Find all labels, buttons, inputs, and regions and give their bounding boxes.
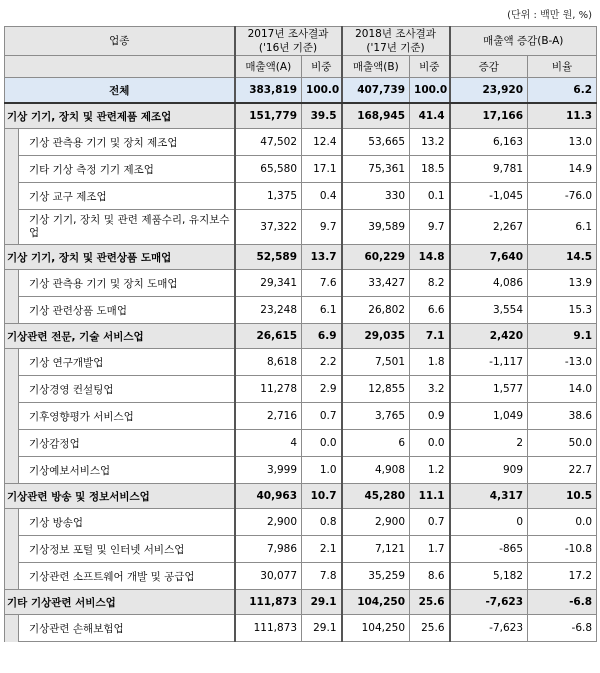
indent-cell	[5, 210, 19, 245]
row-diff: 1,049	[450, 403, 528, 430]
row-s2018: 75,361	[342, 156, 410, 183]
unit-note: (단위 : 백만 원, %)	[507, 10, 592, 21]
group-s2017: 40,963	[235, 484, 302, 509]
group-p2017: 13.7	[302, 245, 342, 270]
row-p2017: 12.4	[302, 129, 342, 156]
row-label: 기타 기상 측정 기기 제조업	[19, 156, 235, 183]
row-ratio: -10.8	[528, 536, 597, 563]
row-s2017: 3,999	[235, 457, 302, 484]
group-row	[5, 590, 597, 615]
row-s2018: 104,250	[342, 615, 410, 642]
row-s2018: 7,501	[342, 349, 410, 376]
row-s2018: 3,765	[342, 403, 410, 430]
header-share-2017: 비중	[302, 56, 342, 78]
row-diff: 2	[450, 430, 528, 457]
row-s2017: 23,248	[235, 297, 302, 324]
row-p2018: 1.8	[410, 349, 450, 376]
row-p2017: 17.1	[302, 156, 342, 183]
table-row	[5, 156, 597, 183]
header-sales-b: 매출액(B)	[342, 56, 410, 78]
group-ratio: 14.5	[528, 245, 597, 270]
row-label: 기상 관측용 기기 및 장치 제조업	[19, 129, 235, 156]
row-label: 기상감정업	[19, 430, 235, 457]
row-label: 기후영향평가 서비스업	[19, 403, 235, 430]
row-diff: 909	[450, 457, 528, 484]
row-s2018: 4,908	[342, 457, 410, 484]
row-ratio: -76.0	[528, 183, 597, 210]
indent-cell	[5, 297, 19, 324]
table-row	[5, 183, 597, 210]
table-row	[5, 536, 597, 563]
group-s2018: 104,250	[342, 590, 410, 615]
row-p2018: 25.6	[410, 615, 450, 642]
group-diff: 7,640	[450, 245, 528, 270]
row-label: 기상경영 컨설팅업	[19, 376, 235, 403]
group-ratio: -6.8	[528, 590, 597, 615]
row-label: 기상 관련상품 도매업	[19, 297, 235, 324]
row-s2017: 8,618	[235, 349, 302, 376]
group-diff: 2,420	[450, 324, 528, 349]
indent-cell	[5, 509, 19, 536]
table-row	[5, 509, 597, 536]
group-diff: 17,166	[450, 103, 528, 129]
group-label: 기상관련 방송 및 정보서비스업	[5, 484, 235, 509]
row-p2018: 13.2	[410, 129, 450, 156]
header-blank	[5, 56, 235, 78]
table-row	[5, 430, 597, 457]
indent-cell	[5, 376, 19, 403]
row-p2018: 0.9	[410, 403, 450, 430]
row-s2017: 65,580	[235, 156, 302, 183]
group-p2018: 25.6	[410, 590, 450, 615]
total-label: 전체	[5, 78, 235, 104]
row-ratio: 22.7	[528, 457, 597, 484]
table-row	[5, 376, 597, 403]
row-p2018: 1.2	[410, 457, 450, 484]
group-s2018: 45,280	[342, 484, 410, 509]
row-s2017: 47,502	[235, 129, 302, 156]
row-ratio: 0.0	[528, 509, 597, 536]
total-share-2018: 100.0	[410, 78, 450, 104]
row-s2017: 11,278	[235, 376, 302, 403]
group-s2017: 111,873	[235, 590, 302, 615]
row-p2018: 6.6	[410, 297, 450, 324]
row-p2018: 0.1	[410, 183, 450, 210]
indent-cell	[5, 563, 19, 590]
header-increase: 증감	[450, 56, 528, 78]
group-s2018: 60,229	[342, 245, 410, 270]
indent-cell	[5, 430, 19, 457]
table-row	[5, 563, 597, 590]
row-p2018: 9.7	[410, 210, 450, 245]
row-p2018: 1.7	[410, 536, 450, 563]
row-ratio: 15.3	[528, 297, 597, 324]
row-label: 기상 연구개발업	[19, 349, 235, 376]
row-ratio: 13.0	[528, 129, 597, 156]
row-p2018: 0.0	[410, 430, 450, 457]
group-s2017: 26,615	[235, 324, 302, 349]
row-ratio: 17.2	[528, 563, 597, 590]
row-p2017: 0.4	[302, 183, 342, 210]
indent-cell	[5, 270, 19, 297]
indent-cell	[5, 403, 19, 430]
group-ratio: 10.5	[528, 484, 597, 509]
total-ratio: 6.2	[528, 78, 597, 104]
header-2018: 2018년 조사결과 ('17년 기준)	[342, 27, 450, 56]
group-s2017: 52,589	[235, 245, 302, 270]
row-ratio: 14.0	[528, 376, 597, 403]
table-header	[5, 27, 597, 78]
row-p2017: 0.0	[302, 430, 342, 457]
row-diff: 2,267	[450, 210, 528, 245]
table-row	[5, 210, 597, 245]
row-diff: 4,086	[450, 270, 528, 297]
row-ratio: 6.1	[528, 210, 597, 245]
row-ratio: 13.9	[528, 270, 597, 297]
row-diff: 1,577	[450, 376, 528, 403]
total-diff: 23,920	[450, 78, 528, 104]
group-p2018: 14.8	[410, 245, 450, 270]
row-p2017: 7.6	[302, 270, 342, 297]
total-sales-2018: 407,739	[342, 78, 410, 104]
row-s2017: 4	[235, 430, 302, 457]
indent-cell	[5, 129, 19, 156]
row-s2018: 53,665	[342, 129, 410, 156]
row-p2017: 0.7	[302, 403, 342, 430]
row-label: 기상관련 소프트웨어 개발 및 공급업	[19, 563, 235, 590]
indent-cell	[5, 536, 19, 563]
row-p2018: 3.2	[410, 376, 450, 403]
table-row	[5, 457, 597, 484]
row-label: 기상예보서비스업	[19, 457, 235, 484]
group-s2017: 151,779	[235, 103, 302, 129]
row-p2017: 6.1	[302, 297, 342, 324]
sales-table	[4, 26, 597, 642]
row-diff: 5,182	[450, 563, 528, 590]
group-p2018: 7.1	[410, 324, 450, 349]
row-p2018: 0.7	[410, 509, 450, 536]
table-row	[5, 403, 597, 430]
row-s2018: 7,121	[342, 536, 410, 563]
row-diff: 0	[450, 509, 528, 536]
table-row	[5, 129, 597, 156]
header-share-2018: 비중	[410, 56, 450, 78]
group-diff: -7,623	[450, 590, 528, 615]
group-label: 기타 기상관련 서비스업	[5, 590, 235, 615]
row-s2018: 35,259	[342, 563, 410, 590]
row-ratio: 14.9	[528, 156, 597, 183]
row-s2017: 37,322	[235, 210, 302, 245]
row-s2018: 6	[342, 430, 410, 457]
total-share-2017: 100.0	[302, 78, 342, 104]
group-s2018: 168,945	[342, 103, 410, 129]
header-change: 매출액 증감(B-A)	[450, 27, 597, 56]
table-row	[5, 297, 597, 324]
header-industry: 업종	[5, 27, 235, 56]
row-label: 기상 관측용 기기 및 장치 도매업	[19, 270, 235, 297]
row-s2017: 29,341	[235, 270, 302, 297]
row-label: 기상관련 손해보험업	[19, 615, 235, 642]
group-s2018: 29,035	[342, 324, 410, 349]
row-diff: 9,781	[450, 156, 528, 183]
row-diff: 6,163	[450, 129, 528, 156]
group-p2017: 29.1	[302, 590, 342, 615]
row-diff: 3,554	[450, 297, 528, 324]
row-s2017: 2,716	[235, 403, 302, 430]
table-row	[5, 270, 597, 297]
row-diff: -1,117	[450, 349, 528, 376]
header-ratio: 비율	[528, 56, 597, 78]
group-row	[5, 324, 597, 349]
group-row	[5, 245, 597, 270]
header-2017: 2017년 조사결과 ('16년 기준)	[235, 27, 342, 56]
row-p2017: 1.0	[302, 457, 342, 484]
group-p2018: 11.1	[410, 484, 450, 509]
row-diff: -1,045	[450, 183, 528, 210]
row-p2017: 29.1	[302, 615, 342, 642]
row-label: 기상 교구 제조업	[19, 183, 235, 210]
total-row	[5, 78, 597, 104]
row-label: 기상 방송업	[19, 509, 235, 536]
indent-cell	[5, 615, 19, 642]
row-s2017: 111,873	[235, 615, 302, 642]
row-p2018: 8.2	[410, 270, 450, 297]
total-sales-2017: 383,819	[235, 78, 302, 104]
group-p2017: 10.7	[302, 484, 342, 509]
row-p2017: 0.8	[302, 509, 342, 536]
row-p2017: 2.9	[302, 376, 342, 403]
table-row	[5, 615, 597, 642]
indent-cell	[5, 183, 19, 210]
row-p2017: 7.8	[302, 563, 342, 590]
group-ratio: 11.3	[528, 103, 597, 129]
row-ratio: 50.0	[528, 430, 597, 457]
table-body	[5, 78, 597, 642]
row-diff: -7,623	[450, 615, 528, 642]
row-p2017: 9.7	[302, 210, 342, 245]
group-p2017: 39.5	[302, 103, 342, 129]
group-row	[5, 103, 597, 129]
row-s2018: 39,589	[342, 210, 410, 245]
row-diff: -865	[450, 536, 528, 563]
row-s2018: 2,900	[342, 509, 410, 536]
row-label: 기상 기기, 장치 및 관련 제품수리, 유지보수업	[19, 210, 235, 245]
row-s2018: 26,802	[342, 297, 410, 324]
group-label: 기상 기기, 장치 및 관련상품 도매업	[5, 245, 235, 270]
row-s2017: 1,375	[235, 183, 302, 210]
group-row	[5, 484, 597, 509]
row-ratio: -13.0	[528, 349, 597, 376]
header-sales-a: 매출액(A)	[235, 56, 302, 78]
group-label: 기상 기기, 장치 및 관련제품 제조업	[5, 103, 235, 129]
indent-cell	[5, 349, 19, 376]
row-p2018: 18.5	[410, 156, 450, 183]
row-s2018: 330	[342, 183, 410, 210]
row-s2018: 33,427	[342, 270, 410, 297]
group-p2018: 41.4	[410, 103, 450, 129]
group-label: 기상관련 전문, 기술 서비스업	[5, 324, 235, 349]
row-ratio: 38.6	[528, 403, 597, 430]
row-s2017: 7,986	[235, 536, 302, 563]
group-diff: 4,317	[450, 484, 528, 509]
row-s2017: 2,900	[235, 509, 302, 536]
indent-cell	[5, 457, 19, 484]
row-label: 기상정보 포털 및 인터넷 서비스업	[19, 536, 235, 563]
row-ratio: -6.8	[528, 615, 597, 642]
row-p2017: 2.2	[302, 349, 342, 376]
row-p2018: 8.6	[410, 563, 450, 590]
indent-cell	[5, 156, 19, 183]
row-s2017: 30,077	[235, 563, 302, 590]
group-p2017: 6.9	[302, 324, 342, 349]
table-row	[5, 349, 597, 376]
group-ratio: 9.1	[528, 324, 597, 349]
row-s2018: 12,855	[342, 376, 410, 403]
row-p2017: 2.1	[302, 536, 342, 563]
